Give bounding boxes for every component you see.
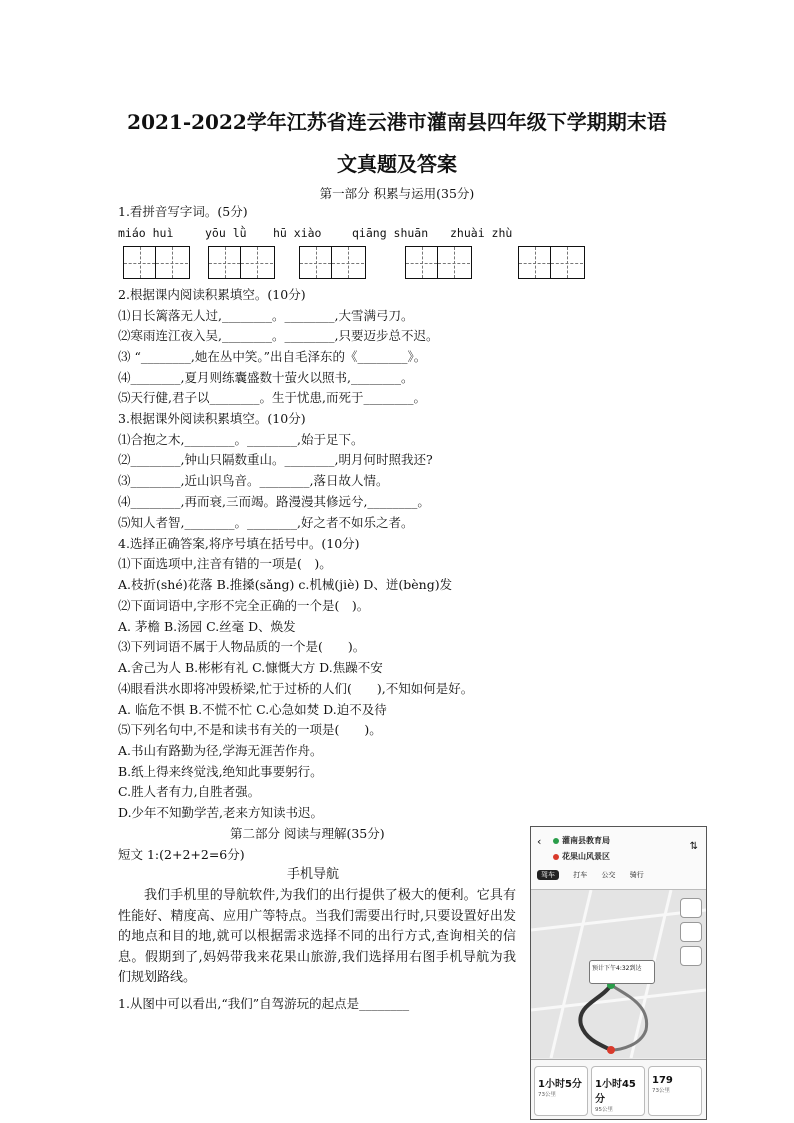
grid-cell[interactable] [406,247,438,278]
q4-line-6: A.舍己为人 B.彬彬有礼 C.慷慨大方 D.焦躁不安 [118,660,383,675]
q4-line-5: ⑶下列词语不属于人物品质的一个是( )。 [118,639,366,654]
tab-transit: 公交 [601,871,616,879]
title-line-1: 2021-2022学年江苏省连云港市灌南县四年级下学期期末语 [127,110,667,134]
traffic-icon [680,922,702,942]
layers-icon [680,898,702,918]
q3-item-4: ⑷________,再而衰,三而竭。路漫漫其修远兮,________。 [118,494,430,509]
grid-cell[interactable] [241,247,273,278]
writing-grid-4[interactable] [405,246,472,279]
option-time: 1小时45分 [595,1079,636,1105]
route-options [531,1059,706,1120]
grid-cell[interactable] [209,247,241,278]
q3-item-2: ⑵________,钟山只隔数重山。________,明月何时照我还? [118,452,433,467]
grid-cell[interactable] [124,247,156,278]
q4-line-4: A. 茅檐 B.汤园 C.丝毫 D、焕发 [118,619,296,634]
q3-item-1: ⑴合抱之木,________。________,始于足下。 [118,432,364,447]
q3-item-3: ⑶________,近山识鸟音。________,落日故人情。 [118,473,389,488]
title-line-2: 文真题及答案 [337,152,457,176]
option-distance: 73公里 [538,1092,556,1098]
tab-taxi: 打车 [573,871,588,879]
part2-heading: 第二部分 阅读与理解(35分) [230,826,385,841]
swap-icon: ⇅ [689,841,698,852]
q4-line-8: A. 临危不惧 B.不慌不忙 C.心急如焚 D.迫不及待 [118,702,387,717]
grid-cell[interactable] [519,247,551,278]
q4-line-10: A.书山有路勤为径,学海无涯苦作舟。 [118,743,323,758]
q4-line-1: ⑴下面选项中,注音有错的一项是( )。 [118,556,332,571]
eta-bubble [589,960,655,984]
grid-cell[interactable] [438,247,470,278]
q2-item-4: ⑷________,夏月则练囊盛数十萤火以照书,________。 [118,370,414,385]
back-arrow-icon: ‹ [537,835,542,848]
q3-item-5: ⑸知人者智,________。________,好之者不如乐之者。 [118,515,414,530]
q4-label: 4.选择正确答案,将序号填在括号中。(10分) [118,536,360,551]
passage-question-1: 1.从图中可以看出,“我们”自驾游玩的起点是________ [118,996,410,1011]
option-distance: 95公里 [595,1107,613,1113]
pinyin-1: miáo huì [118,226,174,240]
grid-cell[interactable] [551,247,583,278]
q4-line-3: ⑵下面词语中,字形不完全正确的一个是( )。 [118,598,370,613]
writing-grid-3[interactable] [299,246,366,279]
q4-line-9: ⑸下列名句中,不是和读书有关的一项是( )。 [118,722,382,737]
route-destination [553,851,610,862]
writing-grid-1[interactable] [123,246,190,279]
q2-item-1: ⑴日长篱落无人过,________。________,大雪满弓刀。 [118,308,414,323]
passage-body: 我们手机里的导航软件,为我们的出行提供了极大的便利。它具有性能好、精度高、应用广等特点。当我们需要出行时,只要设置好出发的地点和目的地,就可以根据需求选择不同的出行方式,查询相关的信息。假期到了,妈妈带我来花果山旅游,我们选择用右图手机导航为我们规划路线。 [118,888,516,985]
option-time: 179 [652,1075,673,1086]
grid-cell[interactable] [156,247,188,278]
navigation-screenshot [530,826,707,1120]
writing-grid-2[interactable] [208,246,275,279]
passage-title: 手机导航 [287,867,340,882]
pinyin-5: zhuài zhù [450,226,513,240]
q4-line-13: D.少年不知勤学苦,老来方知读书迟。 [118,805,324,820]
pinyin-3: hū xiào [273,226,322,240]
q2-item-2: ⑵寒雨连江夜入吴,________。________,只要迈步总不迟。 [118,328,439,343]
report-icon [680,946,702,966]
q1-label: 1.看拼音写字词。(5分) [118,204,248,219]
destination-text: 花果山风景区 [562,852,610,861]
route-option-3 [648,1066,702,1116]
destination-dot-icon [553,854,559,860]
origin-text: 灌南县教育局 [562,836,610,845]
origin-dot-icon [553,838,559,844]
pinyin-2: yōu lǜ [205,226,247,240]
q4-line-11: B.纸上得来终觉浅,绝知此事要躬行。 [118,764,323,779]
q2-label: 2.根据课内阅读积累填空。(10分) [118,287,306,302]
route-origin [553,835,610,846]
q2-item-3: ⑶ “________,她在丛中笑。”出自毛泽东的《________》。 [118,349,427,364]
passage-label: 短文 1:(2+2+2=6分) [118,847,245,862]
route-option-2 [591,1066,645,1116]
map-area [531,890,706,1058]
tab-drive: 驾车 [537,870,559,880]
q4-line-7: ⑷眼看洪水即将冲毁桥梁,忙于过桥的人们( ),不知如何是好。 [118,681,474,696]
eta-text: 预计下午4:32到达 [592,965,642,972]
grid-cell[interactable] [332,247,364,278]
writing-grid-5[interactable] [518,246,585,279]
mode-tabs [537,870,656,880]
route-option-1 [534,1066,588,1116]
part1-heading: 第一部分 积累与运用(35分) [319,186,475,201]
q4-line-2: A.枝折(shé)花落 B.推搡(sǎng) c.机械(jiè) D、迸(bèng)发 [118,577,453,592]
grid-cell[interactable] [300,247,332,278]
pinyin-4: qiāng shuān [352,226,429,240]
tab-ride: 骑行 [629,871,644,879]
q3-label: 3.根据课外阅读积累填空。(10分) [118,411,306,426]
route-header [531,827,706,890]
option-distance: 73公里 [652,1088,670,1094]
q4-line-12: C.胜人者有力,自胜者强。 [118,784,261,799]
q2-item-5: ⑸天行健,君子以________。生于忧患,而死于________。 [118,390,426,405]
option-time: 1小时5分 [538,1079,582,1090]
